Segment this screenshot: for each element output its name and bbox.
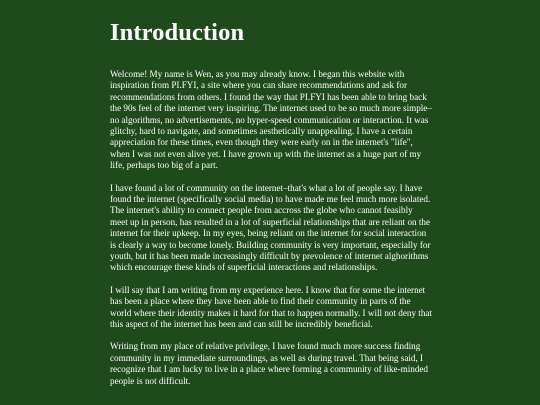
intro-paragraph-4: Writing from my place of relative privilege, I have found much more success finding community in my immediate surroundings, as well as during travel. That being said, I recognize that I am lucky to live in a place where forming a community of like-minded people is not difficult. — [110, 341, 428, 386]
intro-paragraph-2: I have found a lot of community on the internet–that's what a lot of people say. I have found the internet (specifically social media) to have made me feel much more isolated. The internet's ability to connect people from accross the globe who cannot feasibly meet up in person, has resulted in a lot of superficial relationships that are reliant on the internet for their upkeep. In my eyes, being reliant on the internet for social interaction is clearly a way to become lonely. Building community is very important, especially for youth, but it has been made increasingly difficult by prevolence of internet alghorithms which encourage these kinds of superficial interactions and relationships. — [110, 182, 431, 273]
page-title: Introduction — [110, 19, 245, 46]
intro-paragraph-3: I will say that I am writing from my experience here. I know that for some the internet has been a place where they have been able to find their community in parts of the world where their identity makes it hard for that to happen normally. I will not deny that this aspect of the internet has been and can still be incredibly beneficial. — [110, 284, 432, 330]
main-content — [110, 0, 432, 398]
intro-paragraph-1: Welcome! My name is Wen, as you may already know. I began this website with inspiration from PI.FYI, a site where you can share recommendations and ask for recommendations from others. I found the way that PI.FYI has been able to bring back the 90s feel of the internet very inspiring. The internet used to be so much more simple–no algorithms, no advertisements, no hyper-speed communication or interaction. It was glitchy, hard to navigate, and sometimes aesthetically unappealing. I have a certain appreciation for these times, even though they were early on in the internet's "life", when I was not even alive yet. I have grown up with the internet as a huge part of my life, perhaps too big of a part. — [110, 68, 432, 171]
